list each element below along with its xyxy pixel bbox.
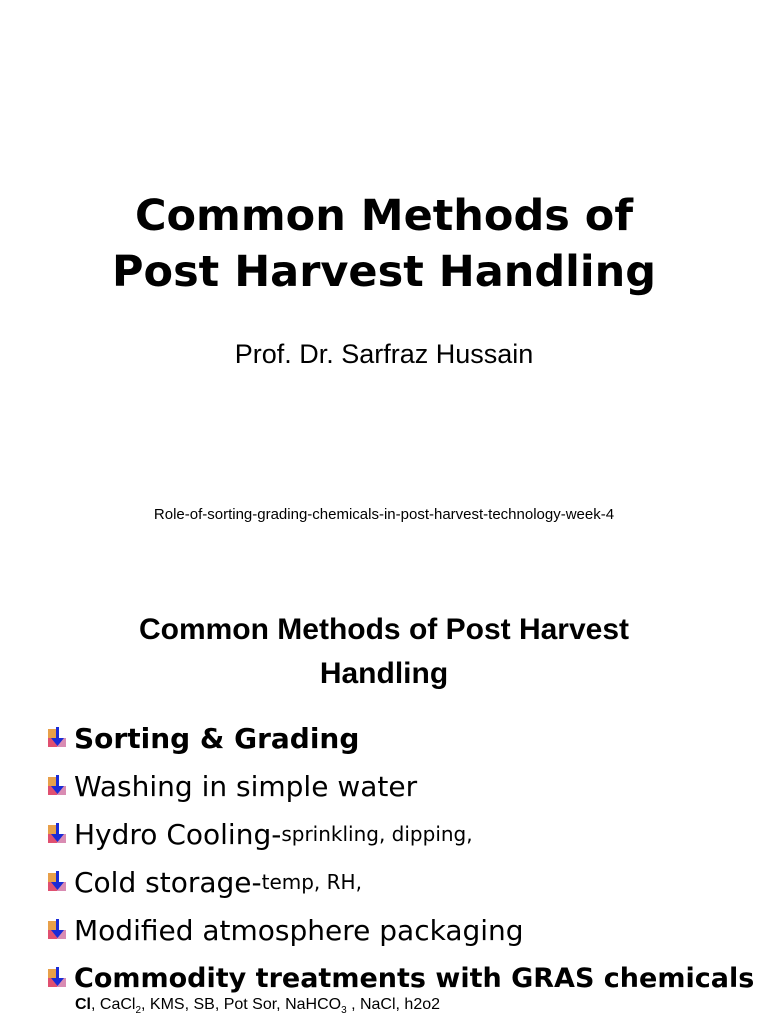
arrow-down-square-icon — [44, 725, 70, 751]
arrow-down-square-icon — [44, 965, 70, 991]
subscript: 2 — [135, 1005, 142, 1017]
bullet-subtext: sprinkling, dipping, — [281, 822, 473, 846]
title-line-2: Post Harvest Handling — [112, 247, 656, 297]
list-item — [44, 810, 764, 858]
document-title — [0, 188, 768, 300]
list-item — [44, 714, 764, 762]
bullet-list — [44, 714, 764, 1002]
author-name: Prof. Dr. Sarfraz Hussain — [234, 339, 534, 369]
list-item — [44, 762, 764, 810]
slide-heading-line-1: Common Methods of Post Harvest — [138, 613, 630, 646]
arrow-down-square-icon — [44, 773, 70, 799]
chemical-cacl: , CaCl — [91, 996, 136, 1013]
slide-heading — [0, 608, 768, 696]
chemical-list-end: , NaCl, h2o2 — [346, 996, 441, 1013]
arrow-down-square-icon — [44, 869, 70, 895]
slide-heading-line-2: Handling — [319, 657, 449, 690]
chemical-cl: Cl — [75, 996, 91, 1013]
subscript: 3 — [341, 1005, 347, 1017]
document-filename: Role-of-sorting-grading-chemicals-in-post-harvest-technology-week-4 — [153, 506, 615, 523]
list-item — [44, 858, 764, 906]
title-line-1: Common Methods of — [134, 191, 634, 241]
bullet-text: Washing in simple water — [74, 769, 418, 803]
bullet-text: Modified atmosphere packaging — [74, 913, 524, 947]
chemicals-list — [75, 996, 440, 1016]
list-item — [44, 906, 764, 954]
arrow-down-square-icon — [44, 821, 70, 847]
bullet-text: Commodity treatments with GRAS chemicals — [74, 962, 755, 994]
bullet-text: Hydro Cooling- — [74, 817, 282, 851]
chemical-list-mid: , KMS, SB, Pot Sor, NaHCO — [141, 996, 342, 1013]
bullet-subtext: temp, RH, — [261, 870, 362, 894]
bullet-text: Cold storage- — [74, 865, 262, 899]
arrow-down-square-icon — [44, 917, 70, 943]
list-item — [44, 954, 764, 1002]
bullet-text: Sorting & Grading — [74, 721, 360, 755]
